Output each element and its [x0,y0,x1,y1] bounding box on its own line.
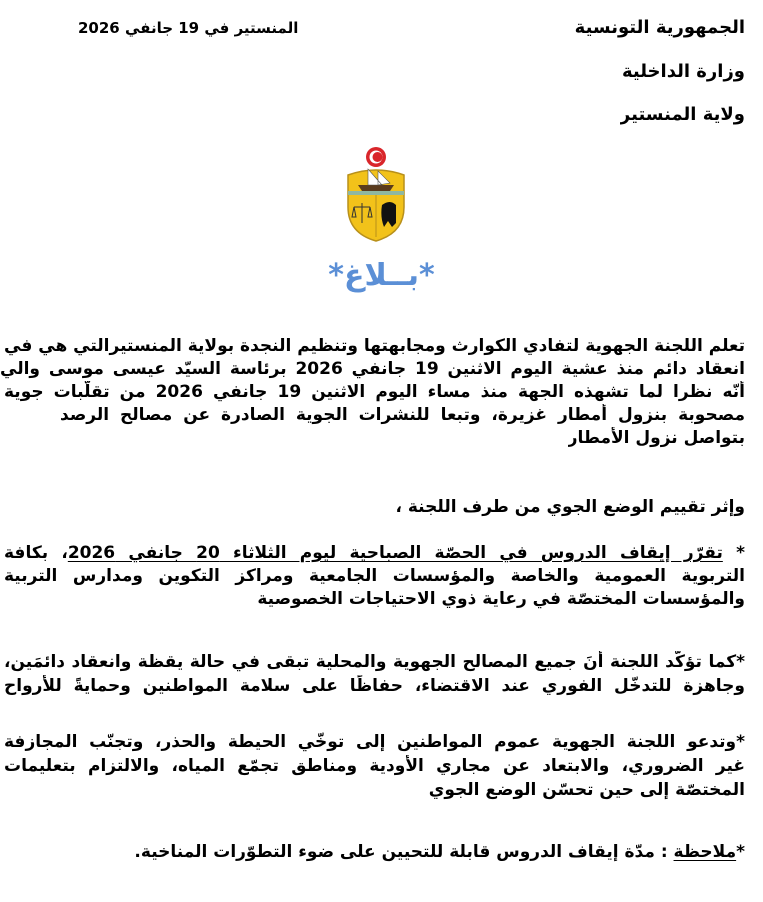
header-ministry: وزارة الداخلية [621,61,745,82]
ship-icon [358,185,394,191]
paragraph1-line: تعلم اللجنة الجهوية لتفادي الكوارث ومجابهتها وتنظيم النجدة بولاية المنستيرالتي هي في [4,336,745,356]
header-country: الجمهورية التونسية [574,17,745,38]
decision-underlined: تقرّر إيقاف الدروس في الحصّة الصباحية ليوم الثلاثاء 20 جانفي 2026 [67,543,723,563]
decision-line [4,542,745,564]
note-line [134,841,745,863]
note-prefix: * [736,842,745,862]
paragraph4-line: *وتدعو اللجنة الجهوية عموم المواطنين إلى توخّي الحيطة والحذر، وتجنّب المجازفة [4,732,745,752]
decision-line: والمؤسسات المختصّة في رعاية ذوي الاحتياجات الخصوصية [257,589,745,609]
note-suffix: . [134,842,141,862]
paragraph3-line: *كما تؤكّد اللجنة أنَ جميع المصالح الجهوية والمحلية تبقى في حالة يقظة وانعقاد دائمَين، [4,652,745,672]
assessment-line: وإثر تقييم الوضع الجوي من طرف اللجنة ، [395,497,745,517]
document-date: المنستير في 19 جانفي 2026 [78,19,299,37]
announcement-title: *بــلاغ* [328,258,435,293]
paragraph1-line: انعقاد دائم منذ عشية اليوم الاثنين 19 جانفي 2026 برئاسة السيّد عيسى موسى والي [0,359,745,379]
paragraph4-line: المختصّة إلى حين تحسّن الوضع الجوي [428,780,745,800]
decision-rest: ، بكافة [4,543,68,563]
coat-of-arms-emblem [338,145,414,245]
decision-prefix: * [722,543,745,563]
paragraph1-line: بتواصل نزول الأمطار [567,428,745,448]
note-text: : مدّة إيقاف الدروس قابلة للتحيين على ضوء التطوّرات المناخية [140,842,674,862]
paragraph4-line: غير الضروري، والابتعاد عن مجاري الأودية ومناطق تجمّع المياه، والالتزام بتعليمات [4,756,745,776]
decision-line: التربوية العمومية والخاصة والمؤسسات الجامعية ومراكز التكوين ومدارس التربية [4,566,745,586]
paragraph1-line: أنّه نظرا لما تشهذه الجهة منذ مساء اليوم الاثنين 19 جانفي 2026 من تقلّبات جوية [4,382,745,402]
note-label: ملاحظة [673,842,737,862]
paragraph3-line: وجاهزة للتدخّل الفوري عند الاقتضاء، حفاظًا على سلامة المواطنين وحمايةً للأرواح [4,676,745,696]
header-governorate: ولاية المنستير [619,104,745,125]
paragraph1-line: مصحوبة بنزول أمطار غزيرة، وتبعا للنشرات الجوية الصادرة عن مصالح الرصد [60,405,745,425]
